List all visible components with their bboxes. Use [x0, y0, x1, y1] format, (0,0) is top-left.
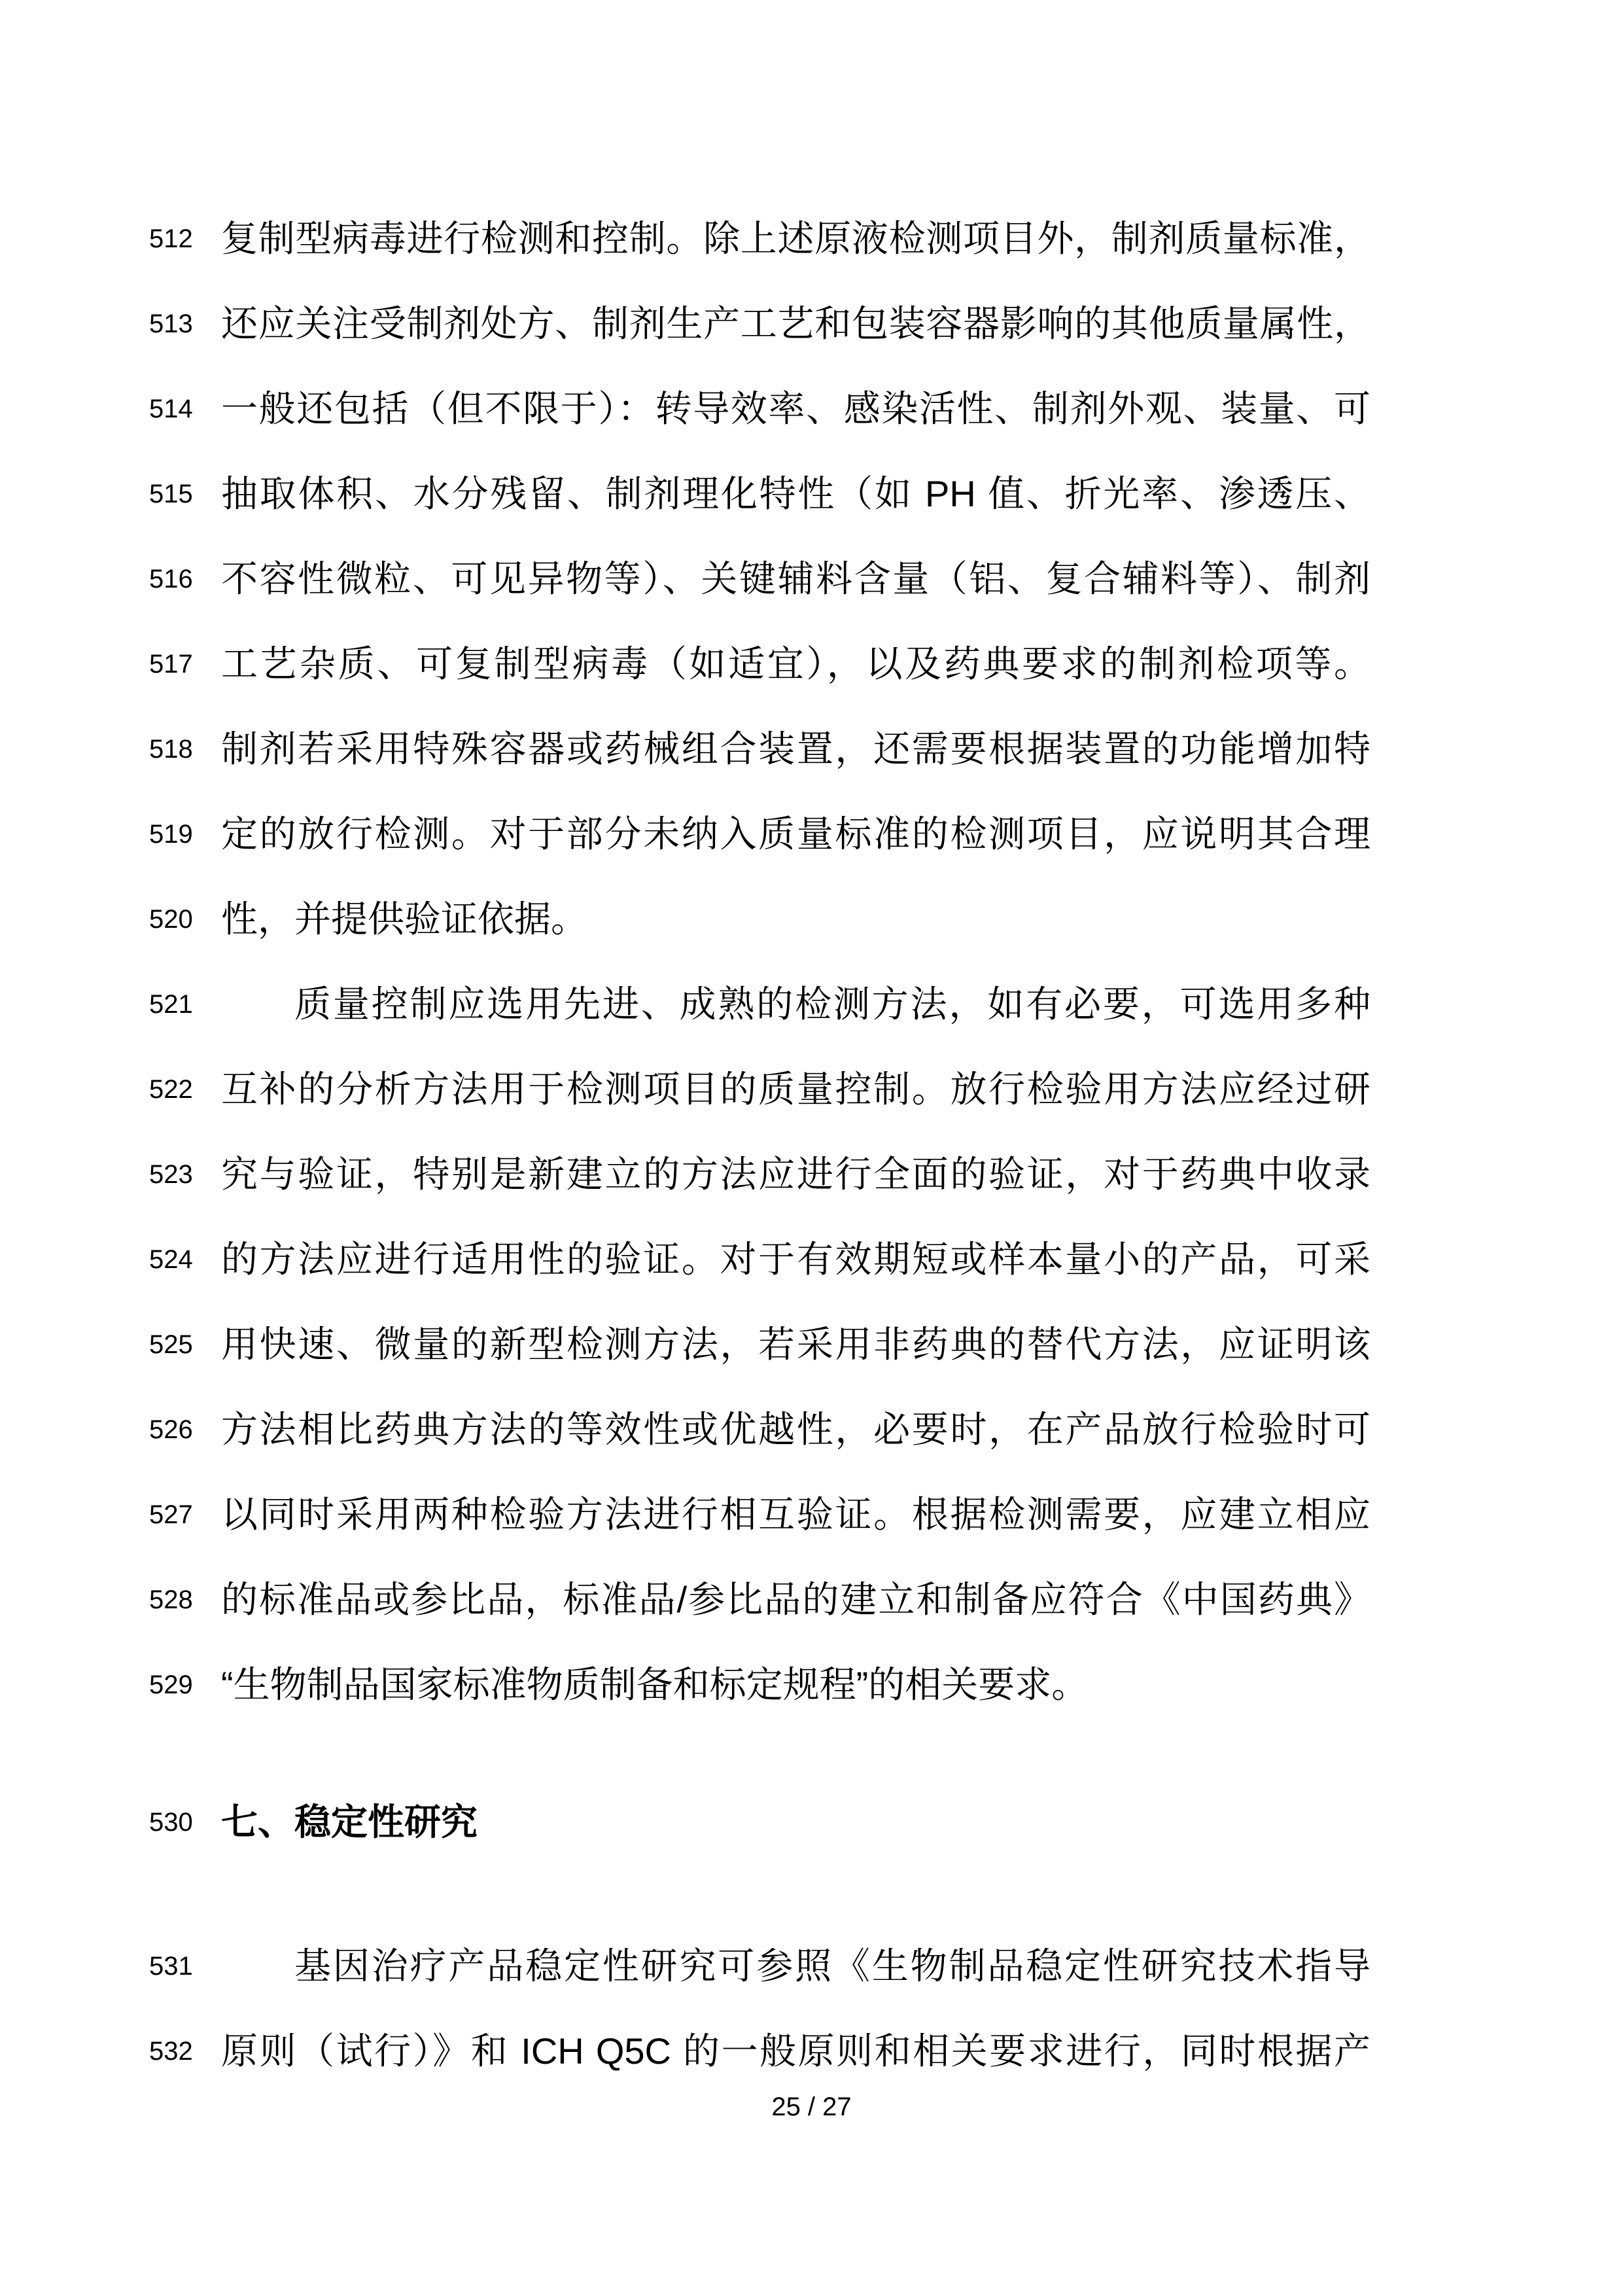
line-520: [0, 877, 1623, 962]
line-text: 不容性微粒、可见异物等）、关键辅料含量（铝、复合辅料等）、制剂: [221, 557, 1370, 599]
line-number: 517: [149, 650, 193, 679]
document-body: [0, 196, 1623, 2094]
line-text: 工艺杂质、可复制型病毒（如适宜），以及药典要求的制剂检项等。: [221, 643, 1370, 684]
line-number: 519: [149, 820, 193, 849]
line-text: 互补的分析方法用于检测项目的质量控制。放行检验用方法应经过研: [221, 1068, 1370, 1110]
line-number: 522: [149, 1075, 193, 1104]
line-532: [0, 2009, 1623, 2094]
line-number: 524: [149, 1245, 193, 1274]
line-number: 521: [149, 990, 193, 1019]
line-515: [0, 451, 1623, 537]
line-531: [0, 1924, 1623, 2009]
line-text: 原则（试行）》和 ICH Q5C 的一般原则和相关要求进行，同时根据产: [221, 2030, 1370, 2072]
line-text: 一般还包括（但不限于）：转导效率、感染活性、制剂外观、装量、可: [221, 387, 1370, 429]
line-number: 529: [149, 1670, 193, 1699]
line-text: 抽取体积、水分残留、制剂理化特性（如 PH 值、折光率、渗透压、: [221, 472, 1370, 514]
line-number: 530: [149, 1808, 193, 1837]
line-text: 的标准品或参比品，标准品/参比品的建立和制备应符合《中国药典》: [221, 1578, 1370, 1620]
line-number: 514: [149, 395, 193, 423]
line-522: [0, 1047, 1623, 1132]
line-517: [0, 622, 1623, 707]
line-number: 515: [149, 480, 193, 508]
line-number: 520: [149, 905, 193, 934]
line-513: [0, 281, 1623, 366]
line-516: [0, 537, 1623, 622]
line-number: 526: [149, 1415, 193, 1444]
line-text: 究与验证，特别是新建立的方法应进行全面的验证，对于药典中收录: [221, 1153, 1370, 1195]
line-text: 的方法应进行适用性的验证。对于有效期短或样本量小的产品，可采: [221, 1238, 1370, 1280]
line-text: 定的放行检测。对于部分未纳入质量标准的检测项目，应说明其合理: [221, 813, 1370, 855]
line-number: 518: [149, 735, 193, 764]
line-529: [0, 1642, 1623, 1727]
line-number: 513: [149, 309, 193, 338]
line-525: [0, 1302, 1623, 1387]
line-number: 532: [149, 2037, 193, 2066]
line-523: [0, 1132, 1623, 1217]
line-number: 527: [149, 1500, 193, 1529]
line-521: [0, 962, 1623, 1047]
line-528: [0, 1557, 1623, 1642]
line-512: [0, 196, 1623, 281]
line-text: 基因治疗产品稳定性研究可参照《生物制品稳定性研究技术指导: [294, 1945, 1370, 1987]
section-heading-text: 七、稳定性研究: [221, 1801, 478, 1843]
section-heading-stability: [0, 1780, 1623, 1865]
line-text: “生物制品国家标准物质制备和标定规程”的相关要求。: [221, 1663, 1089, 1705]
line-text: 用快速、微量的新型检测方法，若采用非药典的替代方法，应证明该: [221, 1323, 1370, 1365]
line-text: 质量控制应选用先进、成熟的检测方法，如有必要，可选用多种: [294, 983, 1370, 1025]
page-number-footer: 25 / 27: [771, 2093, 852, 2121]
line-524: [0, 1217, 1623, 1302]
line-526: [0, 1387, 1623, 1472]
line-number: 525: [149, 1330, 193, 1359]
line-527: [0, 1472, 1623, 1557]
line-518: [0, 707, 1623, 792]
line-519: [0, 792, 1623, 877]
line-number: 523: [149, 1160, 193, 1189]
line-text: 方法相比药典方法的等效性或优越性，必要时，在产品放行检验时可: [221, 1408, 1370, 1450]
line-514: [0, 366, 1623, 451]
line-number: 531: [149, 1952, 193, 1981]
line-number: 528: [149, 1585, 193, 1614]
line-text: 还应关注受制剂处方、制剂生产工艺和包装容器影响的其他质量属性，: [221, 302, 1370, 344]
line-number: 516: [149, 565, 193, 593]
line-text: 制剂若采用特殊容器或药械组合装置，还需要根据装置的功能增加特: [221, 728, 1370, 769]
line-number: 512: [149, 224, 193, 253]
line-text: 性，并提供验证依据。: [221, 898, 587, 940]
line-text: 以同时采用两种检验方法进行相互验证。根据检测需要，应建立相应: [221, 1493, 1370, 1535]
line-text: 复制型病毒进行检测和控制。除上述原液检测项目外，制剂质量标准，: [221, 217, 1370, 259]
